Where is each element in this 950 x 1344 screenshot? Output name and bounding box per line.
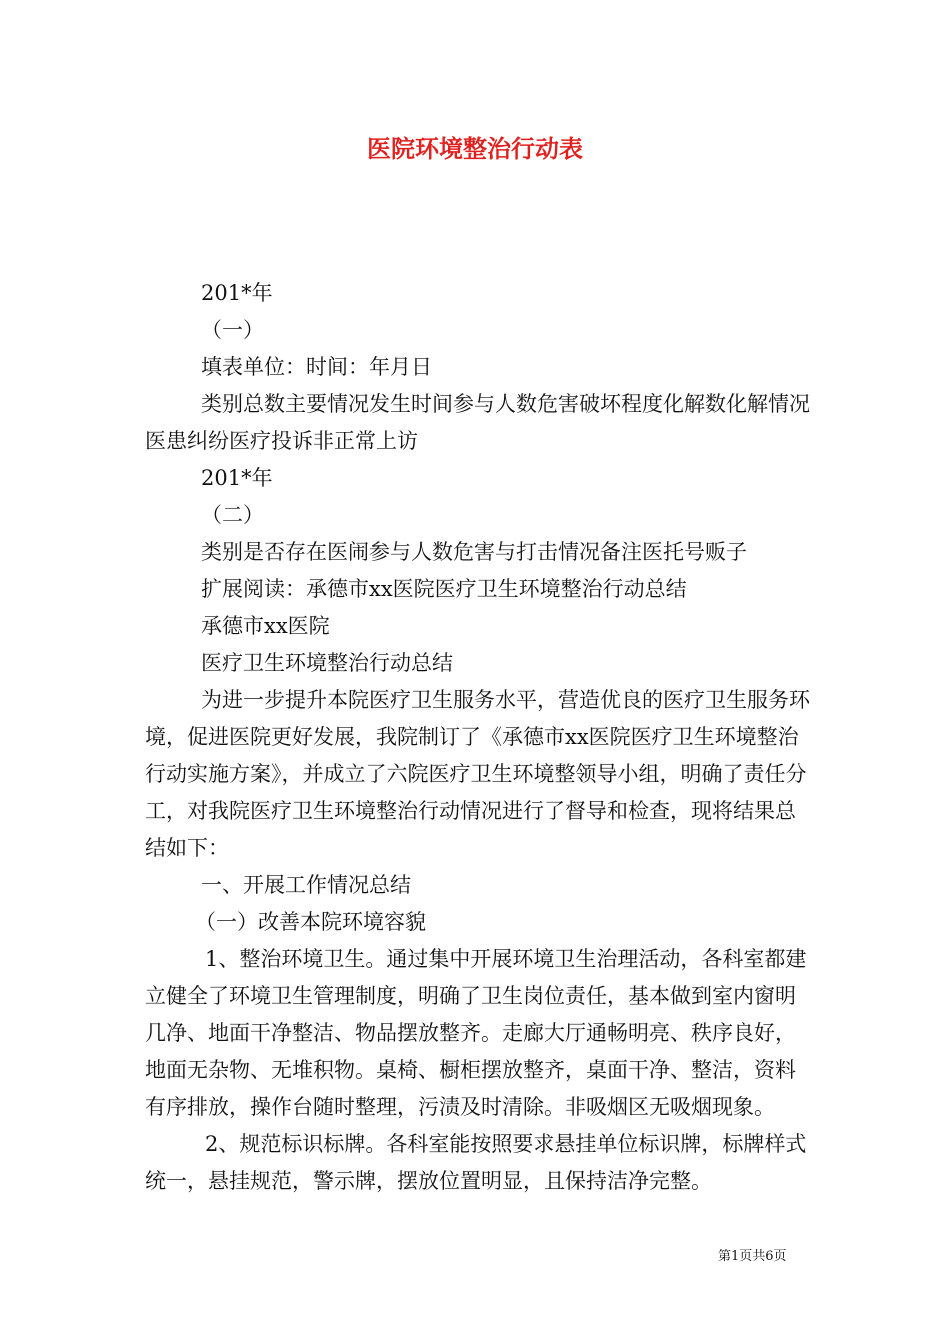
paragraph-category-1: 类别总数主要情况发生时间参与人数危害破坏程度化解数化解情况医患纠纷医疗投诉非正常上访 [145,392,810,453]
page-title: 医院环境整治行动表 [367,134,583,163]
paragraph-extended-reading: 扩展阅读：承德市xx医院医疗卫生环境整治行动总结 [201,577,687,601]
paragraph-heading-1: 一、开展工作情况总结 [201,873,411,897]
paragraph-form-unit: 填表单位：时间：年月日 [201,355,432,379]
document-body [145,275,815,1200]
paragraph-item-1: 1、整治环境卫生。通过集中开展环境卫生治理活动，各科室都建立健全了环境卫生管理制度，明确了卫生岗位责任，基本做到室内窗明几净、地面干净整洁、物品摆放整齐。走廊大厅通畅明亮、秩序良好，地面无杂物、无堆积物。桌椅、橱柜摆放整齐，桌面干净、整洁，资料有序排放，操作台随时整理，污渍及时清除。非吸烟区无吸烟现象。 [145,947,807,1119]
paragraph-year-2: 201*年 [201,466,273,490]
paragraph-item-2: 2、规范标识标牌。各科室能按照要求悬挂单位标识牌，标牌样式统一，悬挂规范，警示牌，摆放位置明显，且保持洁净完整。 [145,1132,807,1193]
paragraph-category-2: 类别是否存在医闹参与人数危害与打击情况备注医托号贩子 [201,540,747,564]
paragraph-summary-title: 医疗卫生环境整治行动总结 [201,651,453,675]
paragraph-section-2: （二） [201,503,264,527]
paragraph-hospital-name: 承德市xx医院 [201,614,330,638]
paragraph-year-1: 201*年 [201,281,273,305]
paragraph-intro: 为进一步提升本院医疗卫生服务水平，营造优良的医疗卫生服务环境，促进医院更好发展，我院制订了《承德市xx医院医疗卫生环境整治行动实施方案》，并成立了六院医疗卫生环境整领导小组，明确了责任分工，对我院医疗卫生环境整治行动情况进行了督导和检查，现将结果总结如下： [145,688,810,860]
page-number: 第1页共6页 [718,1249,787,1264]
paragraph-subheading-1: （一）改善本院环境容貌 [195,910,426,934]
paragraph-section-1: （一） [201,318,264,342]
